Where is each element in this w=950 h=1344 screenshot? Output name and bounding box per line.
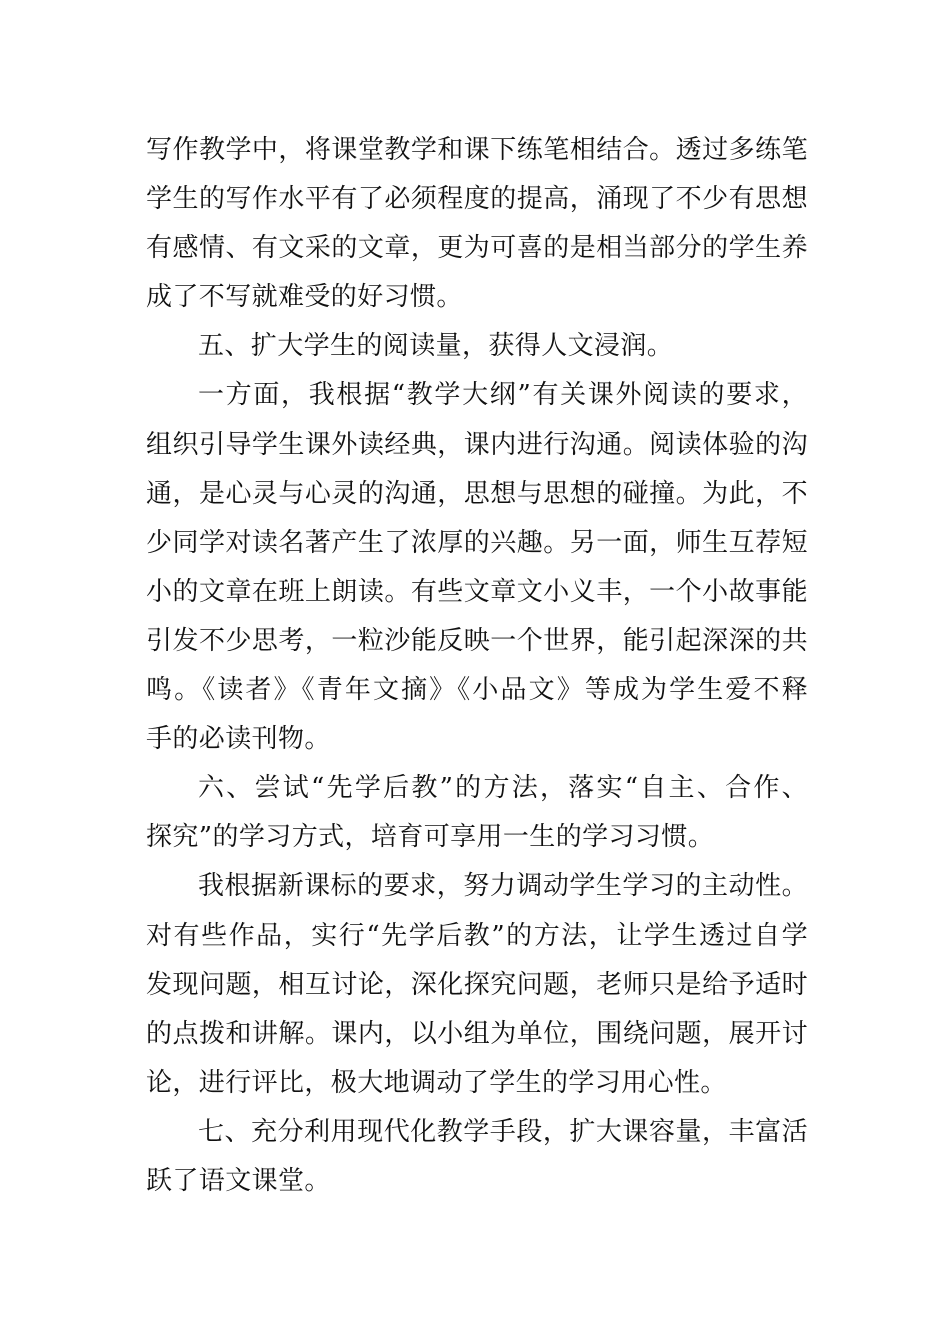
document-text-line: 对有些作品，实行“先学后教”的方法，让学生透过自学: [146, 920, 808, 951]
document-text-line: 发现问题，相互讨论，深化探究问题，老师只是给予适时: [146, 969, 808, 1000]
document-text-line: 组织引导学生课外读经典，课内进行沟通。阅读体验的沟: [146, 429, 808, 460]
document-text-line: 五、扩大学生的阅读量，获得人文浸润。: [198, 331, 674, 362]
document-text-line: 写作教学中，将课堂教学和课下练笔相结合。透过多练笔: [146, 135, 808, 165]
document-text-line: 探究”的学习方式，培育可享用一生的学习习惯。: [146, 822, 715, 853]
document-text-line: 跃了语文课堂。: [146, 1165, 331, 1196]
document-text-line: 六、尝试“先学后教”的方法，落实“自主、合作、: [198, 773, 808, 804]
document-text-line: 少同学对读名著产生了浓厚的兴趣。另一面，师生互荐短: [146, 527, 808, 558]
document-text-line: 论，进行评比，极大地调动了学生的学习用心性。: [146, 1067, 727, 1098]
document-text-line: 学生的写作水平有了必须程度的提高，涌现了不少有思想: [146, 184, 808, 215]
document-text-line: 成了不写就难受的好习惯。: [146, 282, 463, 313]
document-text-line: 一方面，我根据“教学大纲”有关课外阅读的要求，: [198, 380, 808, 411]
document-text-line: 小的文章在班上朗读。有些文章文小义丰，一个小故事能: [146, 576, 808, 607]
document-text-line: 的点拨和讲解。课内，以小组为单位，围绕问题，展开讨: [146, 1018, 808, 1049]
document-text-line: 鸣。《读者》《青年文摘》《小品文》等成为学生爱不释: [146, 675, 808, 706]
document-text-line: 七、充分利用现代化教学手段，扩大课容量，丰富活: [198, 1116, 808, 1147]
document-text-line: 有感情、有文采的文章，更为可喜的是相当部分的学生养: [146, 233, 808, 264]
document-text-line: 引发不少思考，一粒沙能反映一个世界，能引起深深的共: [146, 625, 808, 656]
document-text-line: 手的必读刊物。: [146, 724, 331, 755]
document-text-line: 我根据新课标的要求，努力调动学生学习的主动性。: [198, 871, 808, 902]
document-text-line: 通，是心灵与心灵的沟通，思想与思想的碰撞。为此，不: [146, 478, 808, 509]
document-body: [146, 126, 808, 1206]
